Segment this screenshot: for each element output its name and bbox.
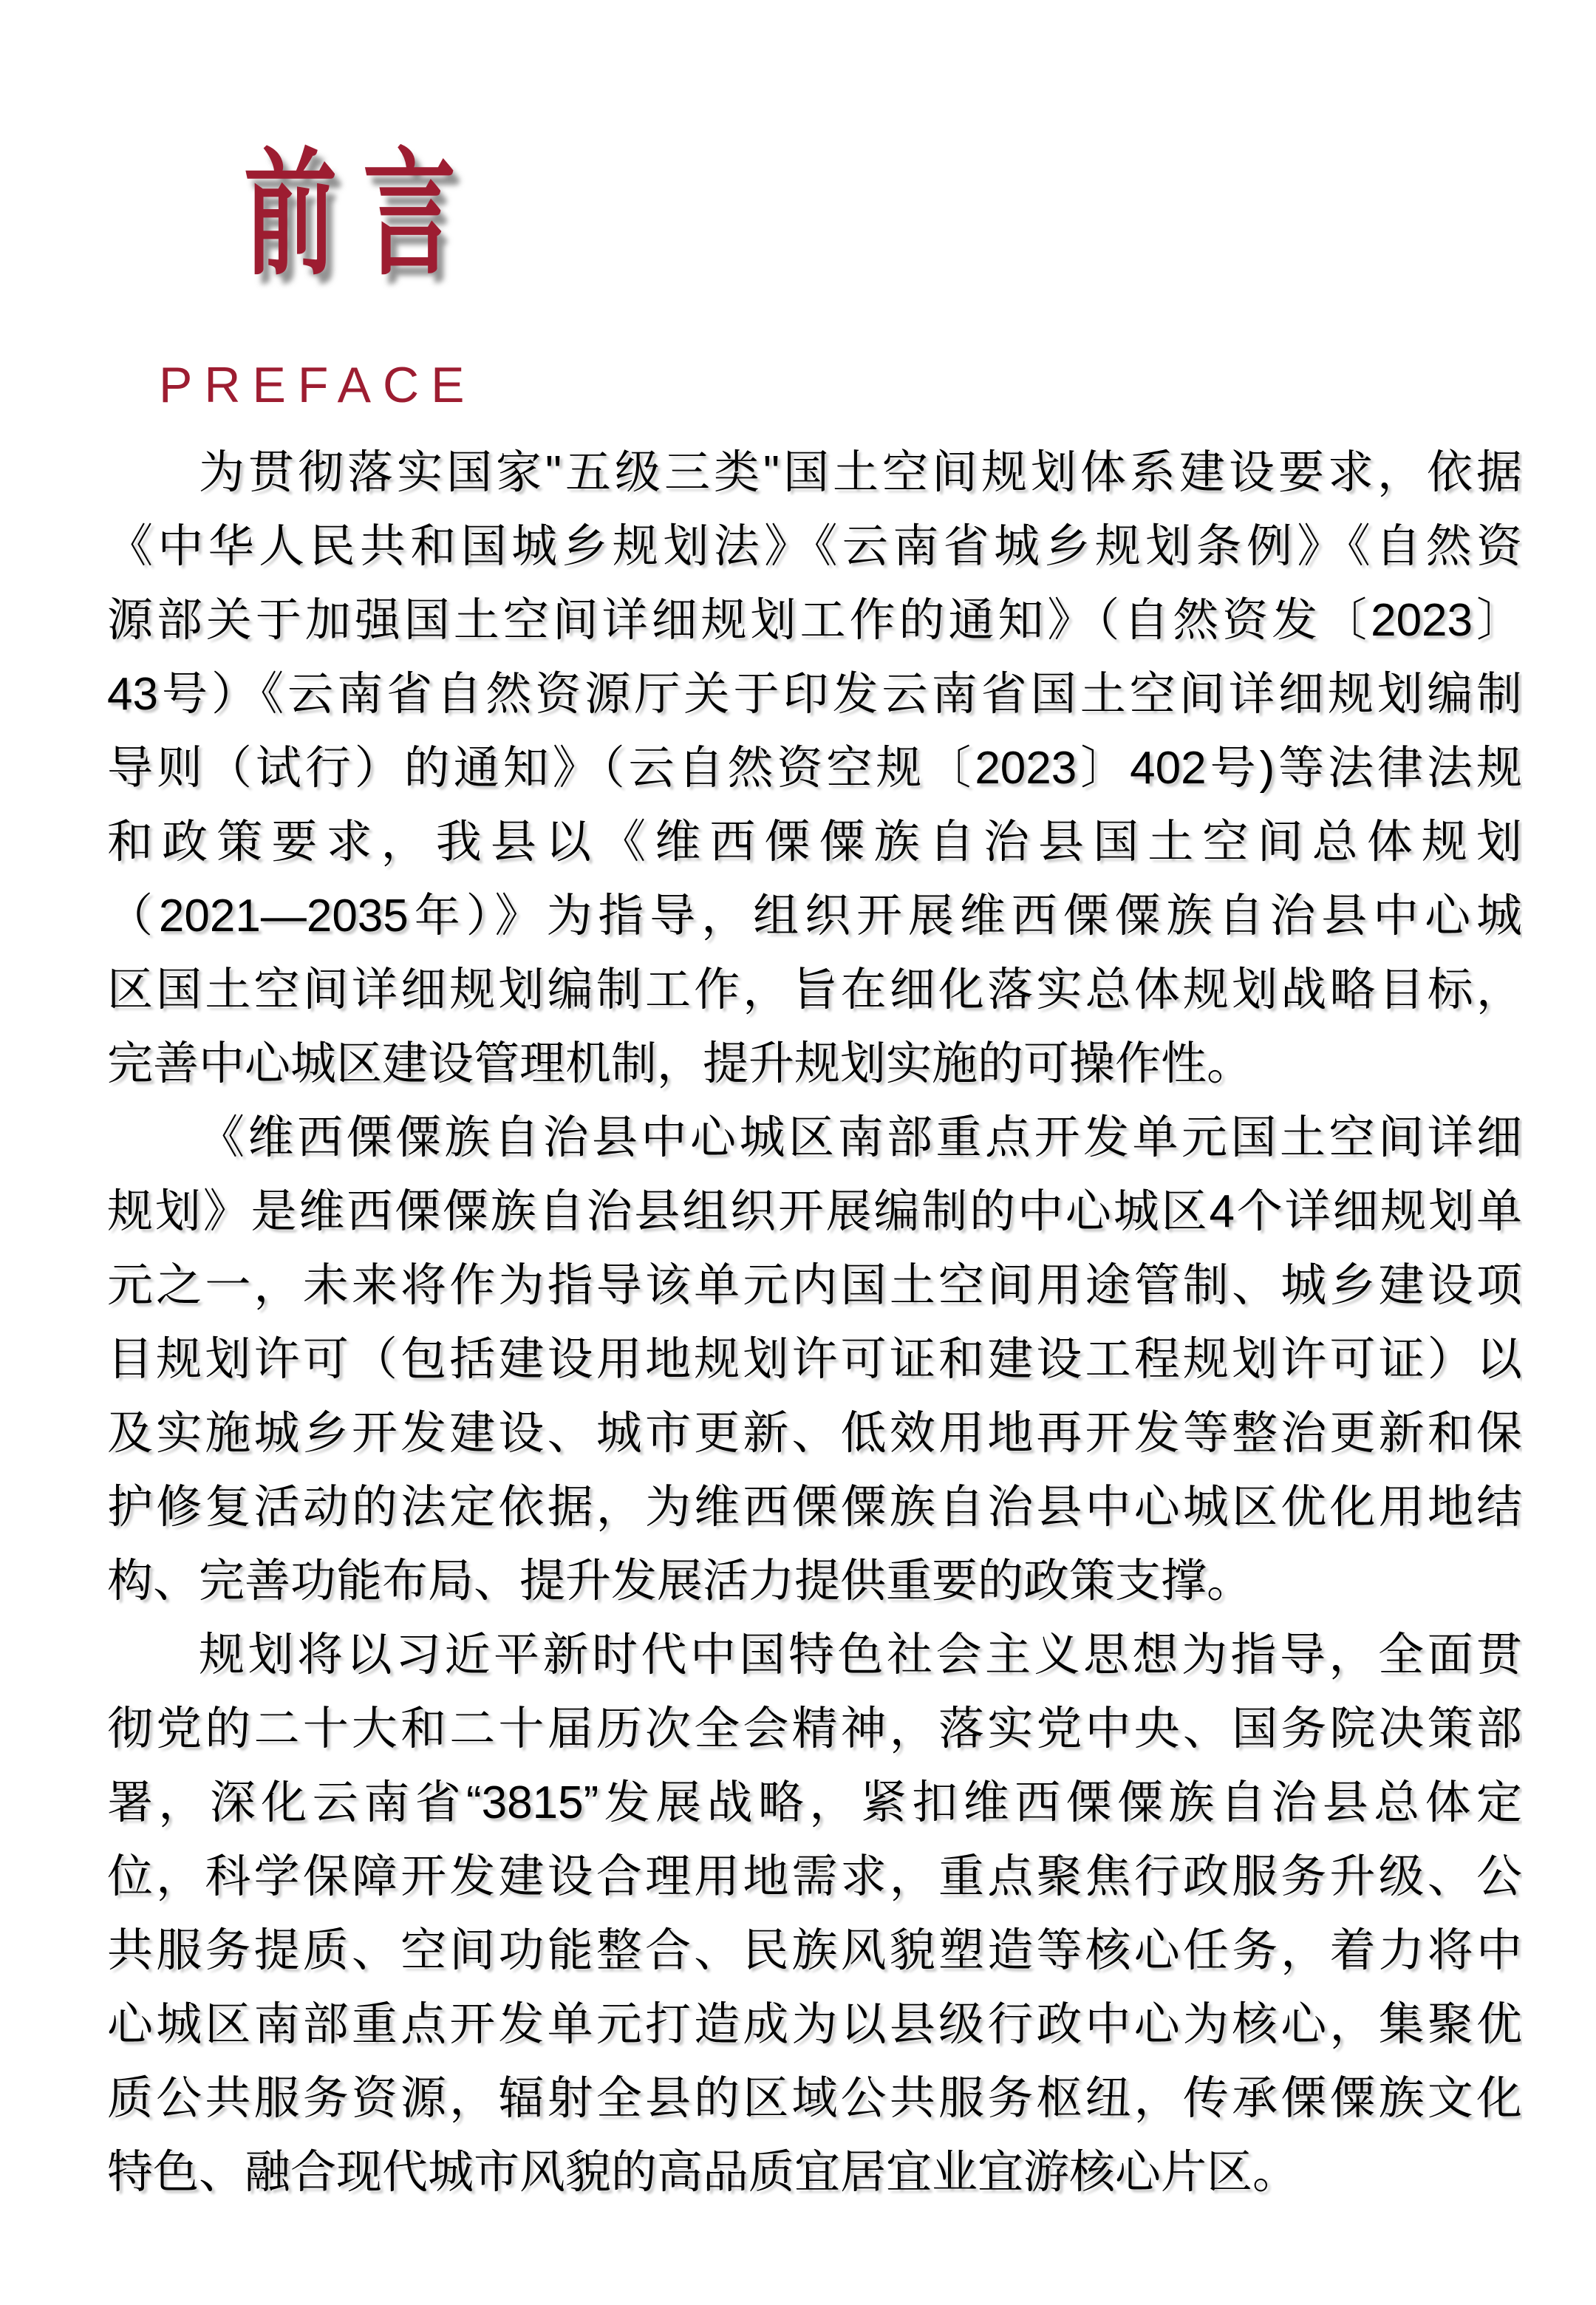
preface-line: 位，科学保障开发建设合理用地需求，重点聚焦行政服务升级、公: [107, 1851, 1522, 1902]
preface-line: 规划》是维西傈僳族自治县组织开展编制的中心城区4个详细规划单: [107, 1186, 1522, 1237]
preface-line: 署，深化云南省“3815”发展战略，紧扣维西傈僳族自治县总体定: [107, 1777, 1522, 1828]
preface-line: （2021—2035年）》为指导，组织开展维西傈僳族自治县中心城: [107, 891, 1522, 942]
preface-line: 质公共服务资源，辐射全县的区域公共服务枢纽，传承傈僳族文化: [107, 2073, 1522, 2124]
preface-body: [107, 436, 1522, 2210]
preface-line: 特色、融合现代城市风貌的高品质宜居宜业宜游核心片区。: [107, 2147, 1299, 2198]
preface-line: 目规划许可（包括建设用地规划许可证和建设工程规划许可证）以: [107, 1334, 1522, 1385]
preface-line: 区国土空间详细规划编制工作，旨在细化落实总体规划战略目标，: [107, 964, 1522, 1015]
preface-paragraph-3: [107, 1618, 1522, 2210]
preface-line: 共服务提质、空间功能整合、民族风貌塑造等核心任务，着力将中: [107, 1925, 1522, 1976]
preface-line: 《维西傈僳族自治县中心城区南部重点开发单元国土空间详细: [199, 1112, 1522, 1163]
preface-line: 元之一，未来将作为指导该单元内国土空间用途管制、城乡建设项: [107, 1260, 1522, 1311]
preface-line: 彻党的二十大和二十届历次全会精神，落实党中央、国务院决策部: [107, 1703, 1522, 1754]
preface-line: 为贯彻落实国家"五级三类"国土空间规划体系建设要求，依据: [199, 447, 1522, 498]
preface-line: 构、完善功能布局、提升发展活力提供重要的政策支撑。: [107, 1556, 1253, 1607]
preface-line: 规划将以习近平新时代中国特色社会主义思想为指导，全面贯: [199, 1630, 1522, 1681]
preface-line: 43号）《云南省自然资源厅关于印发云南省国土空间详细规划编制: [107, 669, 1522, 720]
preface-paragraph-2: [107, 1101, 1522, 1618]
preface-line: 及实施城乡开发建设、城市更新、低效用地再开发等整治更新和保: [107, 1408, 1522, 1459]
preface-line: 护修复活动的法定依据，为维西傈僳族自治县中心城区优化用地结: [107, 1482, 1522, 1533]
preface-line: 和政策要求，我县以《维西傈僳族自治县国土空间总体规划: [107, 817, 1522, 868]
page-title-cn: 前言: [244, 139, 482, 291]
preface-line: 源部关于加强国土空间详细规划工作的通知》（自然资发〔2023〕: [107, 595, 1522, 646]
preface-line: 导则（试行）的通知》（云自然资空规〔2023〕402号)等法律法规: [107, 743, 1522, 794]
preface-line: 《中华人民共和国城乡规划法》《云南省城乡规划条例》《自然资: [107, 521, 1522, 572]
preface-line: 完善中心城区建设管理机制，提升规划实施的可操作性。: [107, 1038, 1253, 1089]
page-title-en: PREFACE: [159, 357, 477, 413]
preface-line: 心城区南部重点开发单元打造成为以县级行政中心为核心，集聚优: [107, 1999, 1522, 2050]
preface-paragraph-1: [107, 436, 1522, 1101]
